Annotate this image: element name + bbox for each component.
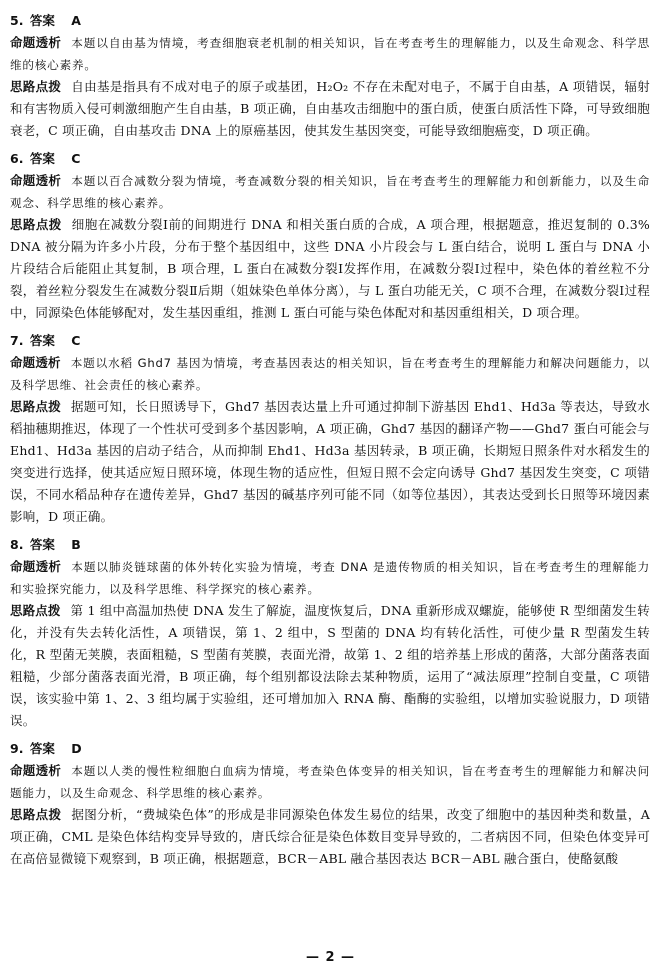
answer-line xyxy=(10,10,650,32)
analysis-label: 命题透析 xyxy=(10,173,62,188)
question-8 xyxy=(10,534,650,732)
answer-line xyxy=(10,534,650,556)
answer-value: D xyxy=(71,741,82,756)
hint-text: 据题可知，长日照诱导下，Ghd7 基因表达量上升可通过抑制下游基因 Ehd1、Hd3a 等表达，导致水稻抽穗期推迟，体现了一个性状可受到多个基因影响，A 项正确，Ghd7 基因的翻译产物——Ghd7 蛋白可能会与 Ehd1、Hd3a 基因的启动子结合，从而抑制 Ehd1、Hd3a 基因转录，B 项正确，长期短日照条件对水稻发生的突变进行选择，使其适应短日照环境，体现生物的适应性，但短日照不会定向诱导 Ghd7 基因发生突变，C 项错误，不同水稻品种存在遗传差异，Ghd7 基因的碱基序列可能不同（如等位基因），其表达受到长日照等环境因素影响，D 项正确。 xyxy=(10,399,650,524)
analysis-paragraph xyxy=(10,760,650,804)
hint-label: 思路点拨 xyxy=(10,217,62,232)
hint-text: 据图分析，“费城染色体”的形成是非同源染色体发生易位的结果，改变了细胞中的基因种类和数量，A 项正确，CML 是染色体结构变异导致的，唐氏综合征是染色体数目变异导致的，二者病因不同，但染色体变异可在高倍显微镜下观察到，B 项正确，根据题意，BCR－ABL 融合基因表达 BCR－ABL 融合蛋白，使酪氨酸 xyxy=(10,807,650,866)
hint-label: 思路点拨 xyxy=(10,603,61,618)
hint-paragraph xyxy=(10,804,650,870)
analysis-text: 本题以百合减数分裂为情境，考查减数分裂的相关知识，旨在考查考生的理解能力和创新能力，以及生命观念、科学思维的核心素养。 xyxy=(10,174,650,210)
analysis-label: 命题透析 xyxy=(10,35,62,50)
answer-value: B xyxy=(71,537,81,552)
analysis-label: 命题透析 xyxy=(10,763,62,778)
analysis-label: 命题透析 xyxy=(10,355,61,370)
answer-line xyxy=(10,330,650,352)
question-number: 9. xyxy=(10,741,24,756)
answer-label: 答案 xyxy=(29,151,55,166)
analysis-paragraph xyxy=(10,170,650,214)
page-number: — 2 — xyxy=(305,950,356,965)
hint-paragraph xyxy=(10,600,650,732)
question-number: 6. xyxy=(10,151,24,166)
answer-line xyxy=(10,148,650,170)
answer-line xyxy=(10,738,650,760)
hint-label: 思路点拨 xyxy=(10,79,62,94)
question-number: 5. xyxy=(10,13,24,28)
analysis-label: 命题透析 xyxy=(10,559,62,574)
question-7 xyxy=(10,330,650,528)
hint-text: 自由基是指具有不成对电子的原子或基团，H₂O₂ 不存在未配对电子，不属于自由基，A 项错误，辐射和有害物质入侵可刺激细胞产生自由基，B 项正确，自由基攻击细胞中的蛋白质，使蛋白质活性下降，可导致细胞衰老，C 项正确，自由基攻击 DNA 上的原癌基因，使其发生基因突变，可能导致细胞癌变，D 项正确。 xyxy=(10,79,650,138)
answer-page xyxy=(10,10,650,940)
analysis-text: 本题以肺炎链球菌的体外转化实验为情境，考查 DNA 是遗传物质的相关知识，旨在考查考生的理解能力和实验探究能力，以及科学思维、科学探究的核心素养。 xyxy=(10,560,650,596)
answer-label: 答案 xyxy=(29,537,55,552)
answer-label: 答案 xyxy=(29,741,55,756)
analysis-text: 本题以水稻 Ghd7 基因为情境，考查基因表达的相关知识，旨在考查考生的理解能力和解决问题能力，以及科学思维、社会责任的核心素养。 xyxy=(10,356,650,392)
analysis-text: 本题以自由基为情境，考查细胞衰老机制的相关知识，旨在考查考生的理解能力，以及生命观念、科学思维的核心素养。 xyxy=(10,36,650,72)
answer-value: C xyxy=(71,151,81,166)
question-5 xyxy=(10,10,650,142)
answer-label: 答案 xyxy=(29,333,55,348)
answer-value: C xyxy=(71,333,81,348)
question-number: 7. xyxy=(10,333,24,348)
hint-paragraph xyxy=(10,76,650,142)
hint-label: 思路点拨 xyxy=(10,399,61,414)
question-6 xyxy=(10,148,650,324)
analysis-paragraph xyxy=(10,32,650,76)
answer-value: A xyxy=(71,13,81,28)
hint-label: 思路点拨 xyxy=(10,807,62,822)
question-number: 8. xyxy=(10,537,24,552)
hint-paragraph xyxy=(10,214,650,324)
question-9 xyxy=(10,738,650,870)
hint-text: 细胞在减数分裂Ⅰ前的间期进行 DNA 和相关蛋白质的合成，A 项合理，根据题意，推迟复制的 0.3% DNA 被分隔为许多小片段，分布于整个基因组中，这些 DNA 小片段会与 L 蛋白结合，说明 L 蛋白与 DNA 小片段结合后能阻止其复制，B 项合理，L 蛋白在减数分裂Ⅰ发挥作用，在减数分裂Ⅰ过程中，染色体的着丝粒不分裂，着丝粒分裂发生在减数分裂Ⅱ后期（姐妹染色单体分离），与 L 蛋白功能无关，C 项不合理，在减数分裂Ⅰ过程中，同源染色体能够配对，发生基因重组，推测 L 蛋白可能与染色体配对和基因重组相关，D 项合理。 xyxy=(10,217,650,320)
answer-label: 答案 xyxy=(29,13,55,28)
hint-paragraph xyxy=(10,396,650,528)
analysis-paragraph xyxy=(10,556,650,600)
analysis-text: 本题以人类的慢性粒细胞白血病为情境，考查染色体变异的相关知识，旨在考查考生的理解能力和解决问题能力，以及生命观念、科学思维的核心素养。 xyxy=(10,764,650,800)
analysis-paragraph xyxy=(10,352,650,396)
hint-text: 第 1 组中高温加热使 DNA 发生了解旋，温度恢复后，DNA 重新形成双螺旋，能够使 R 型细菌发生转化，并没有失去转化活性，A 项错误，第 1、2 组中，S 型菌的 DNA 均有转化活性，可使少量 R 型菌发生转化，R 型菌无荚膜，表面粗糙，S 型菌有荚膜，表面光滑，故第 1、2 组的培养基上形成的菌落，大部分菌落表面粗糙，少部分菌落表面光滑，B 项正确，每个组别都设法除去某种物质，运用了“减法原理”控制自变量，C 项错误，该实验中第 1、2、3 组均属于实验组，还可增加加入 RNA 酶、酯酶的实验组，以增加实验说服力，D 项错误。 xyxy=(10,603,650,728)
